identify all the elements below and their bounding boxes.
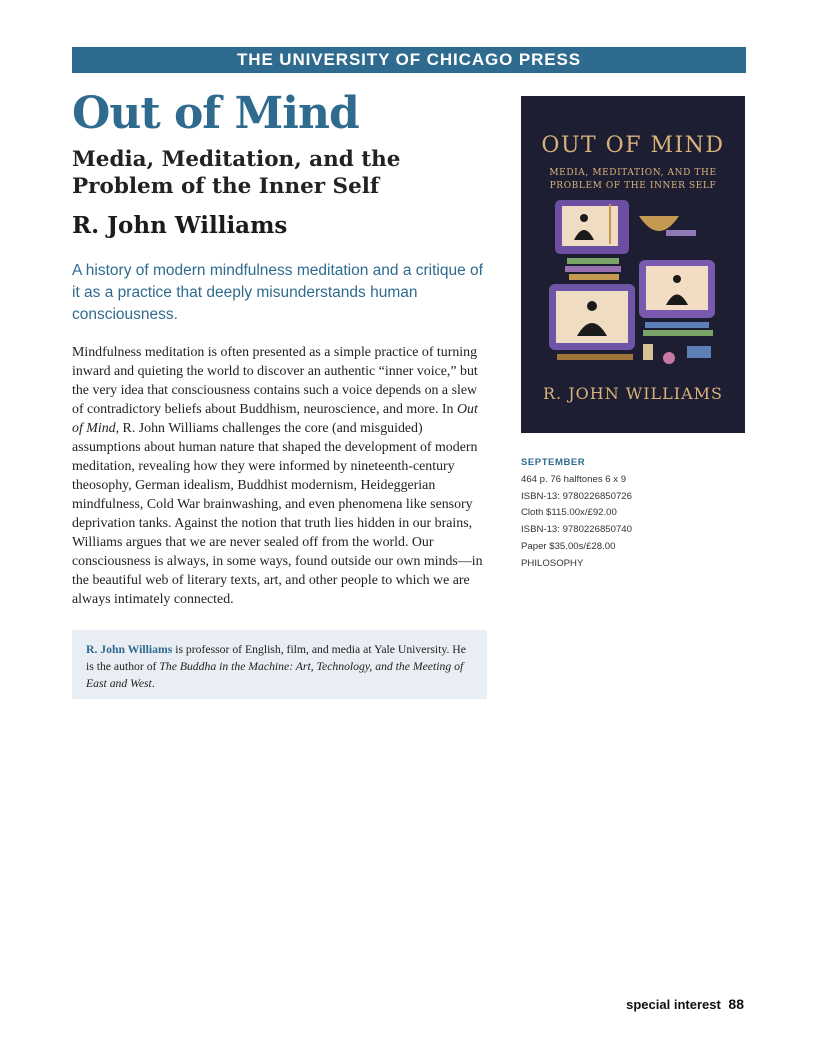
book-description: [72, 343, 490, 609]
book-cover: [521, 96, 745, 433]
cover-title: OUT OF MIND: [541, 133, 725, 158]
cover-subtitle-line2: PROBLEM OF THE INNER SELF: [549, 181, 717, 191]
bio-author-name: R. John Williams: [86, 643, 173, 656]
book-metadata: [521, 455, 746, 573]
book-author: R. John Williams: [72, 212, 288, 239]
author-bio: [86, 641, 473, 692]
bio-book-title: The Buddha in the Machine: Art, Technology, and the Meeting of East and West: [86, 660, 464, 690]
isbn-paper: ISBN-13: 9780226850740: [521, 524, 632, 536]
cover-subtitle-line1: MEDIA, MEDITATION, AND THE: [549, 168, 717, 178]
author-bio-box: [72, 630, 487, 699]
description-text: Mindfulness meditation is often presented as a simple practice of turning inward and quieting the world to discover an authentic “inner voice,” but the very idea that consciousness contains such a voice depends on a slew of contradictory beliefs about Buddhism, neuroscience, and more. In: [72, 345, 478, 417]
book-subtitle: Media, Meditation, and the Problem of the Inner Self: [72, 147, 401, 199]
price-paper: Paper $35.00s/£28.00: [521, 540, 616, 552]
bio-text: is professor of English, film, and media at Yale University. He is the author of: [86, 643, 466, 673]
section-label: special interest: [626, 997, 721, 1012]
page-number: 88: [728, 996, 744, 1012]
page-footer: [626, 996, 744, 1012]
book-title: Out of Mind: [72, 88, 359, 139]
description-text-continued: R. John Williams challenges the core (and misguided) assumptions about human nature that shaped the development of modern meditation, revealing how they were informed by nineteenth-century theosophy, German idealism, Buddhist modernism, Heideggerian mindfulness, Cold War brainwashing, and even phenomena like sensory deprivation tanks. Against the notion that truth lies hidden in our brains, Williams argues that we are never sealed off from the world. Our consciousness is always, in some ways, found outside our own minds—in the beautiful web of literary texts, art, and other people to which we are always intimately connected.: [72, 421, 483, 607]
description-title-italic: Out of Mind,: [72, 402, 478, 436]
isbn-cloth: ISBN-13: 9780226850726: [521, 490, 632, 502]
page-count: 464 p. 76 halftones 6 x 9: [521, 473, 627, 485]
bio-end: .: [151, 677, 155, 690]
book-tagline: A history of modern mindfulness meditation and a critique of it as a practice that deeply misunderstands human consciousness.: [72, 262, 483, 323]
price-cloth: Cloth $115.00x/£92.00: [521, 507, 617, 519]
cover-author: R. JOHN WILLIAMS: [542, 384, 724, 403]
publisher-banner: THE UNIVERSITY OF CHICAGO PRESS: [72, 47, 746, 73]
subject-category: PHILOSOPHY: [521, 557, 584, 569]
publication-season: SEPTEMBER: [521, 457, 586, 468]
